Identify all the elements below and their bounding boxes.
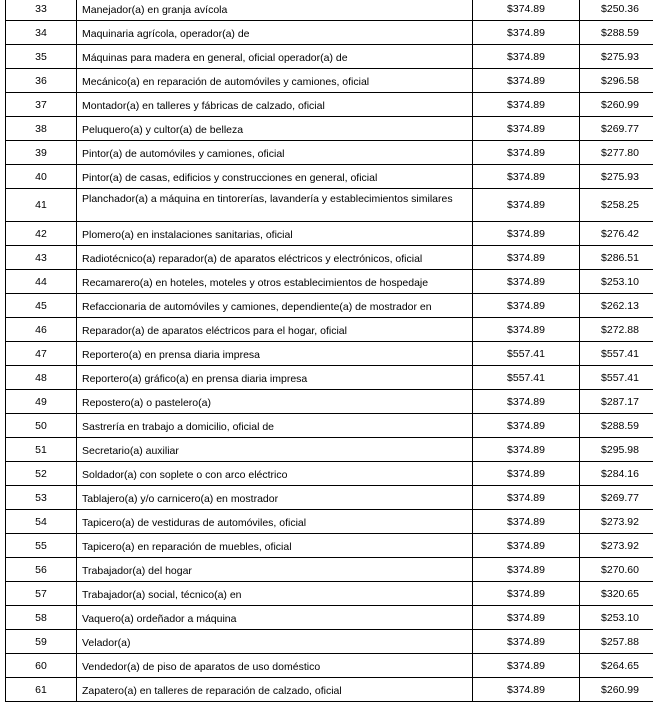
table-row — [6, 117, 653, 141]
table-row — [6, 558, 653, 582]
occupation-description: Vendedor(a) de piso de aparatos de uso doméstico — [77, 654, 473, 678]
occupation-description: Vaquero(a) ordeñador a máquina — [77, 606, 473, 630]
general-wage: $374.89 — [473, 93, 580, 117]
table-row — [6, 69, 653, 93]
row-number: 58 — [6, 606, 77, 630]
professional-wage: $264.65 — [580, 654, 653, 678]
table-row — [6, 438, 653, 462]
row-number: 59 — [6, 630, 77, 654]
table-row — [6, 222, 653, 246]
professional-wage: $284.16 — [580, 462, 653, 486]
professional-wage: $272.88 — [580, 318, 653, 342]
table-row — [6, 414, 653, 438]
row-number: 55 — [6, 534, 77, 558]
table-row — [6, 165, 653, 189]
occupation-wage-table — [5, 0, 653, 702]
row-number: 41 — [6, 189, 77, 222]
table-row — [6, 93, 653, 117]
occupation-description: Tapicero(a) de vestiduras de automóviles, oficial — [77, 510, 473, 534]
occupation-description: Secretario(a) auxiliar — [77, 438, 473, 462]
general-wage: $374.89 — [473, 318, 580, 342]
occupation-description: Mecánico(a) en reparación de automóviles y camiones, oficial — [77, 69, 473, 93]
row-number: 43 — [6, 246, 77, 270]
table-row — [6, 342, 653, 366]
professional-wage: $273.92 — [580, 510, 653, 534]
occupation-description: Trabajador(a) del hogar — [77, 558, 473, 582]
row-number: 48 — [6, 366, 77, 390]
row-number: 39 — [6, 141, 77, 165]
table-row — [6, 246, 653, 270]
professional-wage: $273.92 — [580, 534, 653, 558]
professional-wage: $276.42 — [580, 222, 653, 246]
professional-wage: $277.80 — [580, 141, 653, 165]
occupation-description: Pintor(a) de casas, edificios y construcciones en general, oficial — [77, 165, 473, 189]
occupation-description: Montador(a) en talleres y fábricas de calzado, oficial — [77, 93, 473, 117]
general-wage: $374.89 — [473, 141, 580, 165]
occupation-description: Sastrería en trabajo a domicilio, oficial de — [77, 414, 473, 438]
occupation-description: Plomero(a) en instalaciones sanitarias, oficial — [77, 222, 473, 246]
professional-wage: $287.17 — [580, 390, 653, 414]
table-row — [6, 510, 653, 534]
row-number: 57 — [6, 582, 77, 606]
occupation-description: Pintor(a) de automóviles y camiones, oficial — [77, 141, 473, 165]
row-number: 45 — [6, 294, 77, 318]
general-wage: $374.89 — [473, 630, 580, 654]
professional-wage: $258.25 — [580, 189, 653, 222]
professional-wage: $288.59 — [580, 21, 653, 45]
occupation-description: Tablajero(a) y/o carnicero(a) en mostrador — [77, 486, 473, 510]
professional-wage: $250.36 — [580, 0, 653, 21]
general-wage: $374.89 — [473, 510, 580, 534]
row-number: 46 — [6, 318, 77, 342]
occupation-description: Radiotécnico(a) reparador(a) de aparatos eléctricos y electrónicos, oficial — [77, 246, 473, 270]
occupation-description: Zapatero(a) en talleres de reparación de calzado, oficial — [77, 678, 473, 702]
general-wage: $374.89 — [473, 222, 580, 246]
occupation-description: Reparador(a) de aparatos eléctricos para el hogar, oficial — [77, 318, 473, 342]
professional-wage: $288.59 — [580, 414, 653, 438]
row-number: 38 — [6, 117, 77, 141]
general-wage: $374.89 — [473, 21, 580, 45]
general-wage: $374.89 — [473, 246, 580, 270]
general-wage: $374.89 — [473, 0, 580, 21]
table-row — [6, 486, 653, 510]
occupation-description: Peluquero(a) y cultor(a) de belleza — [77, 117, 473, 141]
occupation-description: Recamarero(a) en hoteles, moteles y otros establecimientos de hospedaje — [77, 270, 473, 294]
professional-wage: $296.58 — [580, 69, 653, 93]
table-row — [6, 606, 653, 630]
general-wage: $374.89 — [473, 390, 580, 414]
general-wage: $374.89 — [473, 189, 580, 222]
general-wage: $374.89 — [473, 534, 580, 558]
general-wage: $374.89 — [473, 678, 580, 702]
professional-wage: $270.60 — [580, 558, 653, 582]
occupation-description: Soldador(a) con soplete o con arco eléctrico — [77, 462, 473, 486]
professional-wage: $253.10 — [580, 606, 653, 630]
table-row — [6, 654, 653, 678]
row-number: 47 — [6, 342, 77, 366]
table-row — [6, 462, 653, 486]
row-number: 35 — [6, 45, 77, 69]
occupation-description: Tapicero(a) en reparación de muebles, oficial — [77, 534, 473, 558]
row-number: 51 — [6, 438, 77, 462]
row-number: 44 — [6, 270, 77, 294]
table-row — [6, 45, 653, 69]
row-number: 33 — [6, 0, 77, 21]
professional-wage: $260.99 — [580, 93, 653, 117]
row-number: 37 — [6, 93, 77, 117]
general-wage: $374.89 — [473, 486, 580, 510]
general-wage: $374.89 — [473, 606, 580, 630]
general-wage: $374.89 — [473, 69, 580, 93]
professional-wage: $275.93 — [580, 45, 653, 69]
row-number: 34 — [6, 21, 77, 45]
table-row — [6, 390, 653, 414]
table-row — [6, 366, 653, 390]
professional-wage: $286.51 — [580, 246, 653, 270]
general-wage: $557.41 — [473, 366, 580, 390]
row-number: 56 — [6, 558, 77, 582]
occupation-description: Maquinaria agrícola, operador(a) de — [77, 21, 473, 45]
general-wage: $374.89 — [473, 117, 580, 141]
general-wage: $374.89 — [473, 462, 580, 486]
general-wage: $374.89 — [473, 45, 580, 69]
table-row — [6, 534, 653, 558]
row-number: 42 — [6, 222, 77, 246]
general-wage: $557.41 — [473, 342, 580, 366]
table-row — [6, 582, 653, 606]
table-row — [6, 189, 653, 222]
row-number: 49 — [6, 390, 77, 414]
occupation-description: Reportero(a) en prensa diaria impresa — [77, 342, 473, 366]
professional-wage: $262.13 — [580, 294, 653, 318]
professional-wage: $320.65 — [580, 582, 653, 606]
table-row — [6, 318, 653, 342]
row-number: 54 — [6, 510, 77, 534]
general-wage: $374.89 — [473, 270, 580, 294]
table-row — [6, 294, 653, 318]
general-wage: $374.89 — [473, 582, 580, 606]
professional-wage: $557.41 — [580, 342, 653, 366]
table-row — [6, 678, 653, 702]
row-number: 50 — [6, 414, 77, 438]
professional-wage: $269.77 — [580, 117, 653, 141]
occupation-description: Reportero(a) gráfico(a) en prensa diaria impresa — [77, 366, 473, 390]
row-number: 61 — [6, 678, 77, 702]
table-row — [6, 141, 653, 165]
professional-wage: $253.10 — [580, 270, 653, 294]
general-wage: $374.89 — [473, 558, 580, 582]
table-row — [6, 630, 653, 654]
row-number: 40 — [6, 165, 77, 189]
occupation-description: Manejador(a) en granja avícola — [77, 0, 473, 21]
table-row — [6, 270, 653, 294]
professional-wage: $257.88 — [580, 630, 653, 654]
occupation-description: Planchador(a) a máquina en tintorerías, lavandería y establecimientos similares — [77, 189, 473, 222]
general-wage: $374.89 — [473, 165, 580, 189]
professional-wage: $269.77 — [580, 486, 653, 510]
professional-wage: $260.99 — [580, 678, 653, 702]
occupation-description: Máquinas para madera en general, oficial operador(a) de — [77, 45, 473, 69]
general-wage: $374.89 — [473, 438, 580, 462]
occupation-description: Velador(a) — [77, 630, 473, 654]
occupation-description: Repostero(a) o pastelero(a) — [77, 390, 473, 414]
general-wage: $374.89 — [473, 414, 580, 438]
row-number: 52 — [6, 462, 77, 486]
table-row — [6, 21, 653, 45]
row-number: 53 — [6, 486, 77, 510]
professional-wage: $557.41 — [580, 366, 653, 390]
table-row — [6, 0, 653, 21]
occupation-description: Trabajador(a) social, técnico(a) en — [77, 582, 473, 606]
row-number: 60 — [6, 654, 77, 678]
general-wage: $374.89 — [473, 654, 580, 678]
general-wage: $374.89 — [473, 294, 580, 318]
row-number: 36 — [6, 69, 77, 93]
occupation-description: Refaccionaria de automóviles y camiones, dependiente(a) de mostrador en — [77, 294, 473, 318]
professional-wage: $295.98 — [580, 438, 653, 462]
professional-wage: $275.93 — [580, 165, 653, 189]
